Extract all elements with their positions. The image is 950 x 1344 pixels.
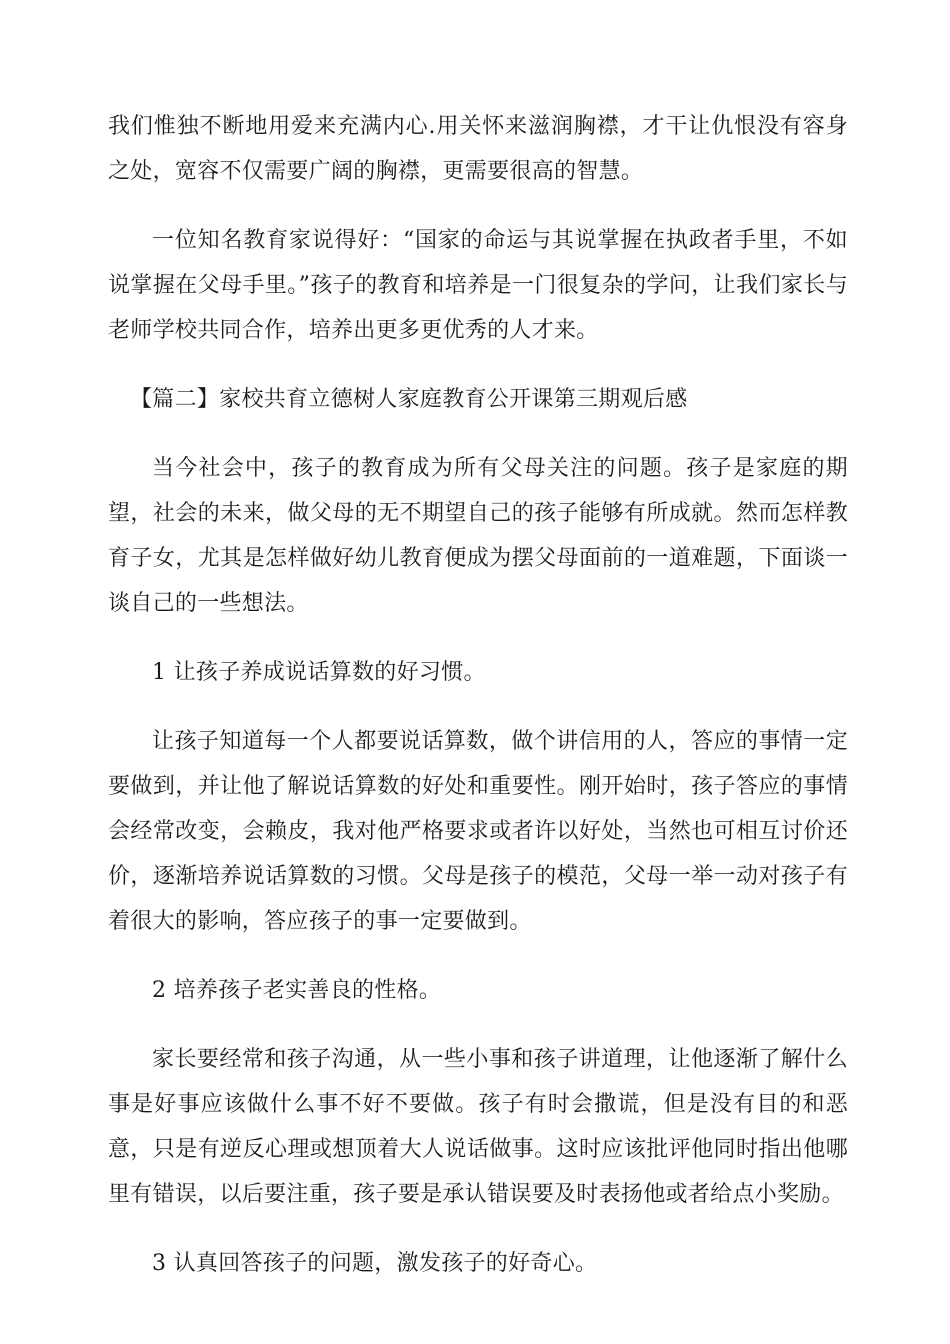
list-item-3: 3 认真回答孩子的问题，激发孩子的好奇心。 — [152, 1251, 598, 1276]
paragraph-keep-promises: 让孩子知道每一个人都要说话算数，做个讲信用的人，答应的事情一定要做到，并让他了解说话算数的好处和重要性。刚开始时，孩子答应的事情会经常改变，会赖皮，我对他严格要求或者许以好处，当然也可相互讨价还价，逐渐培养说话算数的习惯。父母是孩子的模范，父母一举一动对孩子有着很大的影响，答应孩子的事一定要做到。 — [108, 729, 848, 934]
paragraph-educator-quote: 一位知名教育家说得好：“国家的命运与其说掌握在执政者手里，不如说掌握在父母手里。”孩子的教育和培养是一门很复杂的学问，让我们家长与老师学校共同合作，培养出更多更优秀的人才来。 — [108, 228, 848, 343]
list-item-2: 2 培养孩子老实善良的性格。 — [152, 978, 442, 1003]
paragraph-intro: 当今社会中，孩子的教育成为所有父母关注的问题。孩子是家庭的期望，社会的未来，做父母的无不期望自己的孩子能够有所成就。然而怎样教育子女，尤其是怎样做好幼儿教育便成为摆父母面前的一道难题，下面谈一谈自己的一些想法。 — [108, 456, 848, 616]
section-heading-part-two: 【篇二】家校共育立德树人家庭教育公开课第三期观后感 — [130, 387, 688, 412]
document-body — [108, 104, 848, 1310]
paragraph-honest-kind: 家长要经常和孩子沟通，从一些小事和孩子讲道理，让他逐渐了解什么事是好事应该做什么事不好不要做。孩子有时会撒谎，但是没有目的和恶意，只是有逆反心理或想顶着大人说话做事。这时应该批评他同时指出他哪里有错误，以后要注重，孩子要是承认错误要及时表扬他或者给点小奖励。 — [108, 1047, 848, 1207]
list-item-1: 1 让孩子养成说话算数的好习惯。 — [152, 660, 486, 685]
paragraph-closing-tolerance: 我们惟独不断地用爱来充满内心.用关怀来滋润胸襟，才干让仇恨没有容身之处，宽容不仅需要广阔的胸襟，更需要很高的智慧。 — [108, 114, 848, 184]
